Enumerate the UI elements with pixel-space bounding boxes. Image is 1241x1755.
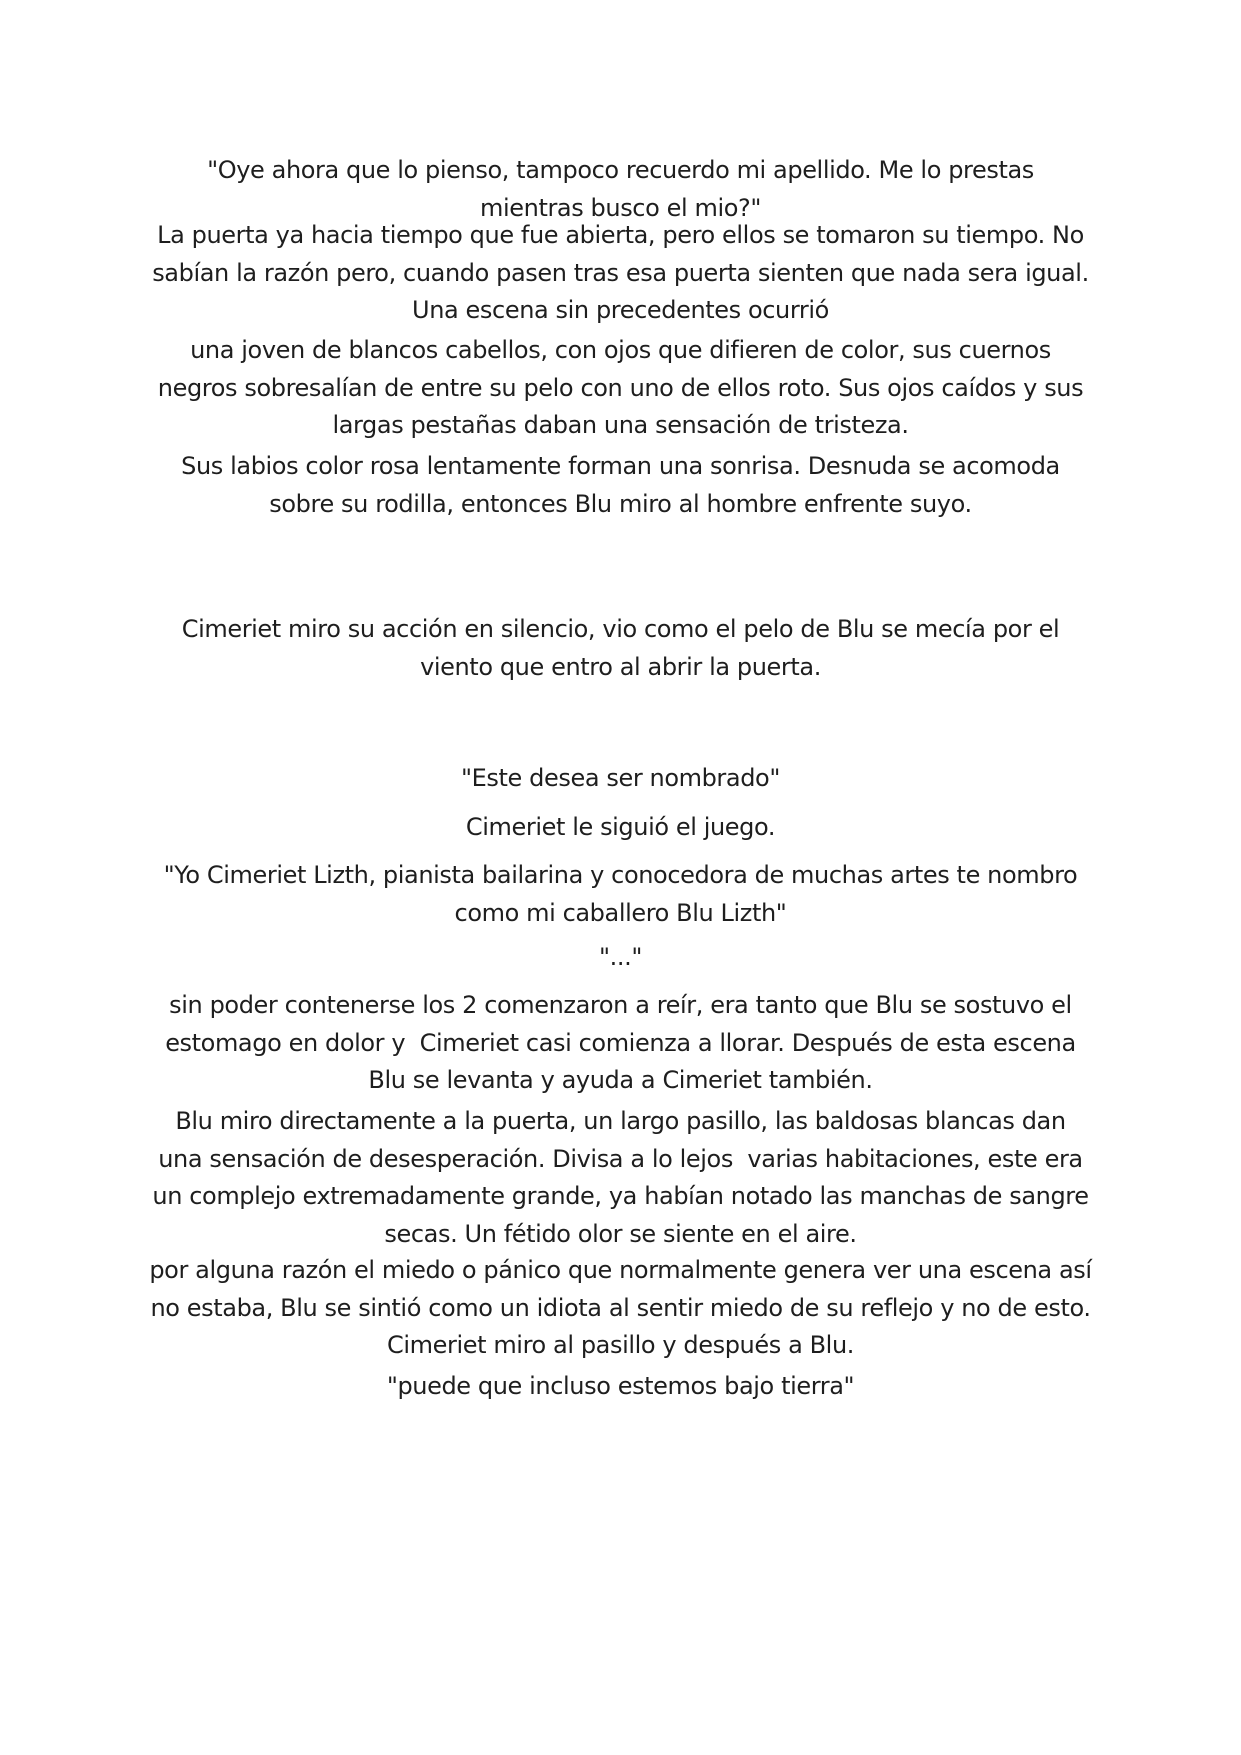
text-line: un complejo extremadamente grande, ya habían notado las manchas de sangre — [152, 1182, 1089, 1210]
text-line: "Yo Cimeriet Lizth, pianista bailarina y conocedora de muchas artes te nombro — [163, 861, 1078, 889]
text-line: estomago en dolor y Cimeriet casi comienza a llorar. Después de esta escena — [165, 1028, 1076, 1057]
text-line: sobre su rodilla, entonces Blu miro al hombre enfrente suyo. — [269, 489, 972, 518]
text-line: negros sobresalían de entre su pelo con uno de ellos roto. Sus ojos caídos y sus — [157, 373, 1084, 402]
paragraph-siguio-juego — [140, 809, 1101, 847]
paragraph-dialogue-bajo-tierra — [140, 1368, 1101, 1406]
text-line: "..." — [599, 943, 642, 971]
text-line: Blu se levanta y ayuda a Cimeriet también. — [368, 1066, 873, 1094]
text-line: como mi caballero Blu Lizth" — [454, 898, 787, 927]
text-line: largas pestañas daban una sensación de tristeza. — [332, 411, 909, 439]
text-line: sabían la razón pero, cuando pasen tras esa puerta sienten que nada sera igual. — [152, 258, 1089, 287]
text-line: mientras busco el mio?" — [480, 193, 761, 222]
text-line: sin poder contenerse los 2 comenzaron a reír, era tanto que Blu se sostuvo el — [169, 991, 1072, 1019]
text-line: Cimeriet miro su acción en silencio, vio como el pelo de Blu se mecía por el — [181, 615, 1060, 643]
text-line: secas. Un fétido olor se siente en el aire. — [384, 1219, 857, 1248]
text-line: Una escena sin precedentes ocurrió — [412, 296, 829, 324]
text-line: Sus labios color rosa lentamente forman una sonrisa. Desnuda se acomoda — [181, 452, 1060, 480]
paragraph-reir — [140, 987, 1101, 1100]
text-line: Blu miro directamente a la puerta, un largo pasillo, las baldosas blancas dan — [175, 1107, 1066, 1135]
text-line: por alguna razón el miedo o pánico que normalmente genera ver una escena así — [149, 1256, 1092, 1284]
paragraph-dialogue-caballero — [140, 857, 1101, 932]
paragraph-puerta-abierta — [140, 217, 1101, 330]
paragraph-pasillo — [140, 1103, 1101, 1253]
text-line: "puede que incluso estemos bajo tierra" — [386, 1372, 855, 1400]
paragraph-sonrisa — [140, 448, 1101, 523]
text-line: Cimeriet le siguió el juego. — [465, 813, 776, 841]
text-line: "Este desea ser nombrado" — [461, 764, 780, 792]
text-line: Cimeriet miro al pasillo y después a Blu. — [387, 1331, 854, 1359]
text-line: una joven de blancos cabellos, con ojos que difieren de color, sus cuernos — [190, 336, 1051, 364]
text-line: viento que entro al abrir la puerta. — [420, 652, 821, 681]
paragraph-dialogue-nombrado — [140, 760, 1101, 798]
text-line: una sensación de desesperación. Divisa a lo lejos varias habitaciones, este era — [158, 1144, 1083, 1173]
text-line: La puerta ya hacia tiempo que fue abierta, pero ellos se tomaron su tiempo. No — [157, 221, 1084, 249]
paragraph-joven-descripcion — [140, 332, 1101, 445]
text-line: no estaba, Blu se sintió como un idiota al sentir miedo de su reflejo y no de esto. — [150, 1293, 1091, 1322]
text-line: "Oye ahora que lo pienso, tampoco recuerdo mi apellido. Me lo prestas — [207, 156, 1034, 184]
paragraph-miedo — [140, 1252, 1101, 1365]
paragraph-dialogue-apellido — [140, 152, 1101, 227]
paragraph-dialogue-ellipsis — [140, 939, 1101, 977]
paragraph-cimeriet-silencio — [140, 611, 1101, 686]
